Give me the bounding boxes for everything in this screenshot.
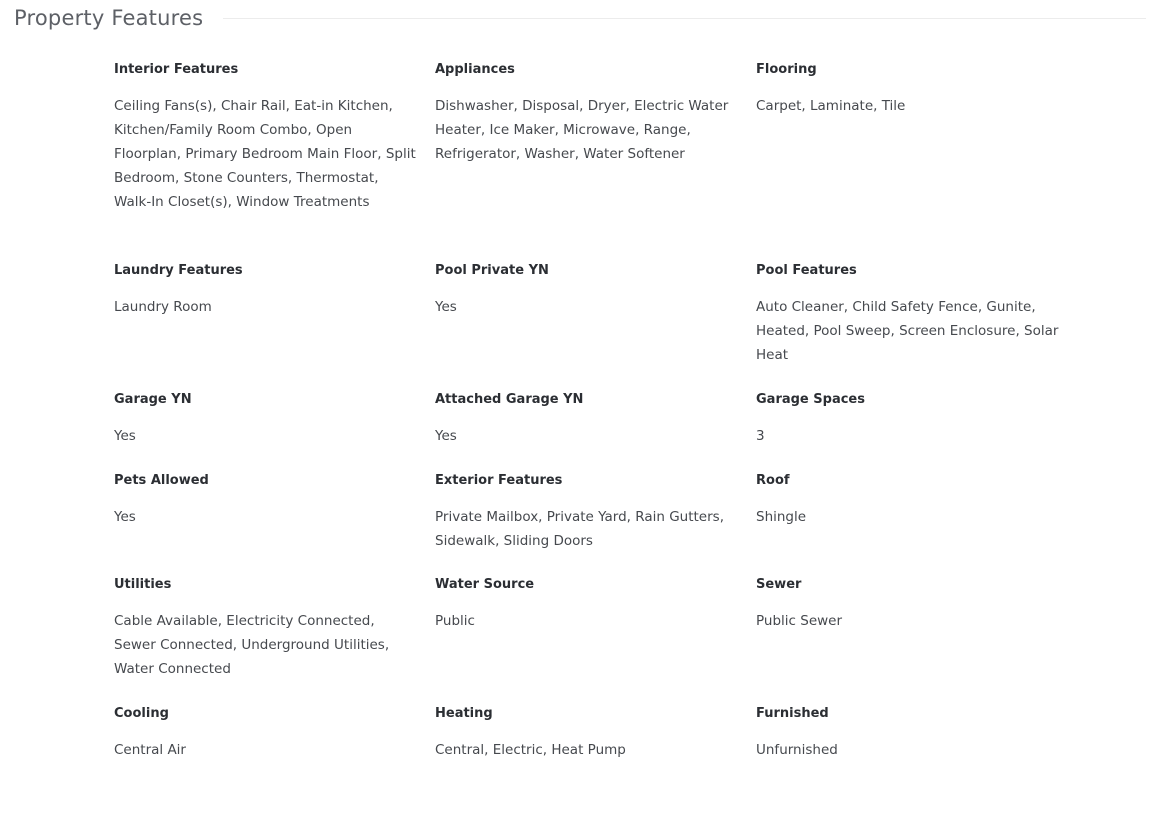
feature-row — [114, 391, 1074, 472]
feature-label: Cooling — [114, 706, 169, 721]
feature-furnished — [756, 705, 1077, 786]
feature-value: Shingle — [756, 509, 807, 525]
feature-label: Garage YN — [114, 392, 192, 407]
feature-row — [114, 61, 1074, 262]
feature-label: Garage Spaces — [756, 392, 865, 407]
feature-label: Laundry Features — [114, 263, 243, 278]
feature-sewer — [756, 576, 1077, 705]
feature-exterior-features — [435, 472, 756, 576]
feature-value: Laundry Room — [114, 299, 212, 315]
feature-attached-garage-yn — [435, 391, 756, 472]
feature-label: Attached Garage YN — [435, 392, 584, 407]
feature-laundry-features — [114, 262, 435, 391]
feature-label: Furnished — [756, 706, 829, 721]
feature-value: Private Mailbox, Private Yard, Rain Gutters, Sidewalk, Sliding Doors — [435, 509, 724, 549]
feature-value: 3 — [756, 428, 765, 444]
feature-label: Sewer — [756, 577, 802, 592]
feature-utilities — [114, 576, 435, 705]
section-title: Property Features — [14, 6, 204, 30]
feature-label: Pool Features — [756, 263, 857, 278]
feature-label: Exterior Features — [435, 473, 563, 488]
feature-pets-allowed — [114, 472, 435, 576]
feature-appliances — [435, 61, 756, 262]
feature-label: Pets Allowed — [114, 473, 209, 488]
feature-grid — [114, 61, 1074, 786]
feature-row — [114, 262, 1074, 391]
feature-heating — [435, 705, 756, 786]
feature-interior-features — [114, 61, 435, 262]
feature-value: Public — [435, 613, 475, 629]
feature-label: Heating — [435, 706, 493, 721]
feature-water-source — [435, 576, 756, 705]
feature-row — [114, 705, 1074, 786]
feature-garage-yn — [114, 391, 435, 472]
feature-value: Central Air — [114, 742, 186, 758]
feature-pool-private-yn — [435, 262, 756, 391]
section-header — [14, 4, 1146, 32]
feature-pool-features — [756, 262, 1077, 391]
feature-value: Yes — [435, 428, 457, 444]
feature-roof — [756, 472, 1077, 576]
feature-row — [114, 576, 1074, 705]
feature-label: Interior Features — [114, 62, 239, 77]
feature-cooling — [114, 705, 435, 786]
feature-value: Cable Available, Electricity Connected, Sewer Connected, Underground Utilities, Water Connected — [114, 613, 390, 677]
feature-label: Flooring — [756, 62, 817, 77]
feature-value: Public Sewer — [756, 613, 843, 629]
feature-value: Ceiling Fans(s), Chair Rail, Eat-in Kitchen, Kitchen/Family Room Combo, Open Floorplan, Primary Bedroom Main Floor, Split Bedroom, Stone Counters, Thermostat, Walk-In Closet(s), Window Treatments — [114, 98, 416, 210]
feature-label: Appliances — [435, 62, 515, 77]
feature-label: Utilities — [114, 577, 172, 592]
feature-label: Roof — [756, 473, 790, 488]
feature-label: Pool Private YN — [435, 263, 549, 278]
section-divider — [223, 18, 1146, 19]
feature-row — [114, 472, 1074, 576]
feature-garage-spaces — [756, 391, 1077, 472]
feature-value: Auto Cleaner, Child Safety Fence, Gunite, Heated, Pool Sweep, Screen Enclosure, Solar Heat — [756, 299, 1059, 363]
feature-value: Central, Electric, Heat Pump — [435, 742, 626, 758]
feature-value: Yes — [114, 509, 136, 525]
feature-label: Water Source — [435, 577, 535, 592]
feature-value: Yes — [435, 299, 457, 315]
feature-value: Unfurnished — [756, 742, 838, 758]
feature-value: Dishwasher, Disposal, Dryer, Electric Water Heater, Ice Maker, Microwave, Range, Refrigerator, Washer, Water Softener — [435, 98, 729, 162]
feature-value: Yes — [114, 428, 136, 444]
feature-value: Carpet, Laminate, Tile — [756, 98, 906, 114]
feature-flooring — [756, 61, 1077, 262]
